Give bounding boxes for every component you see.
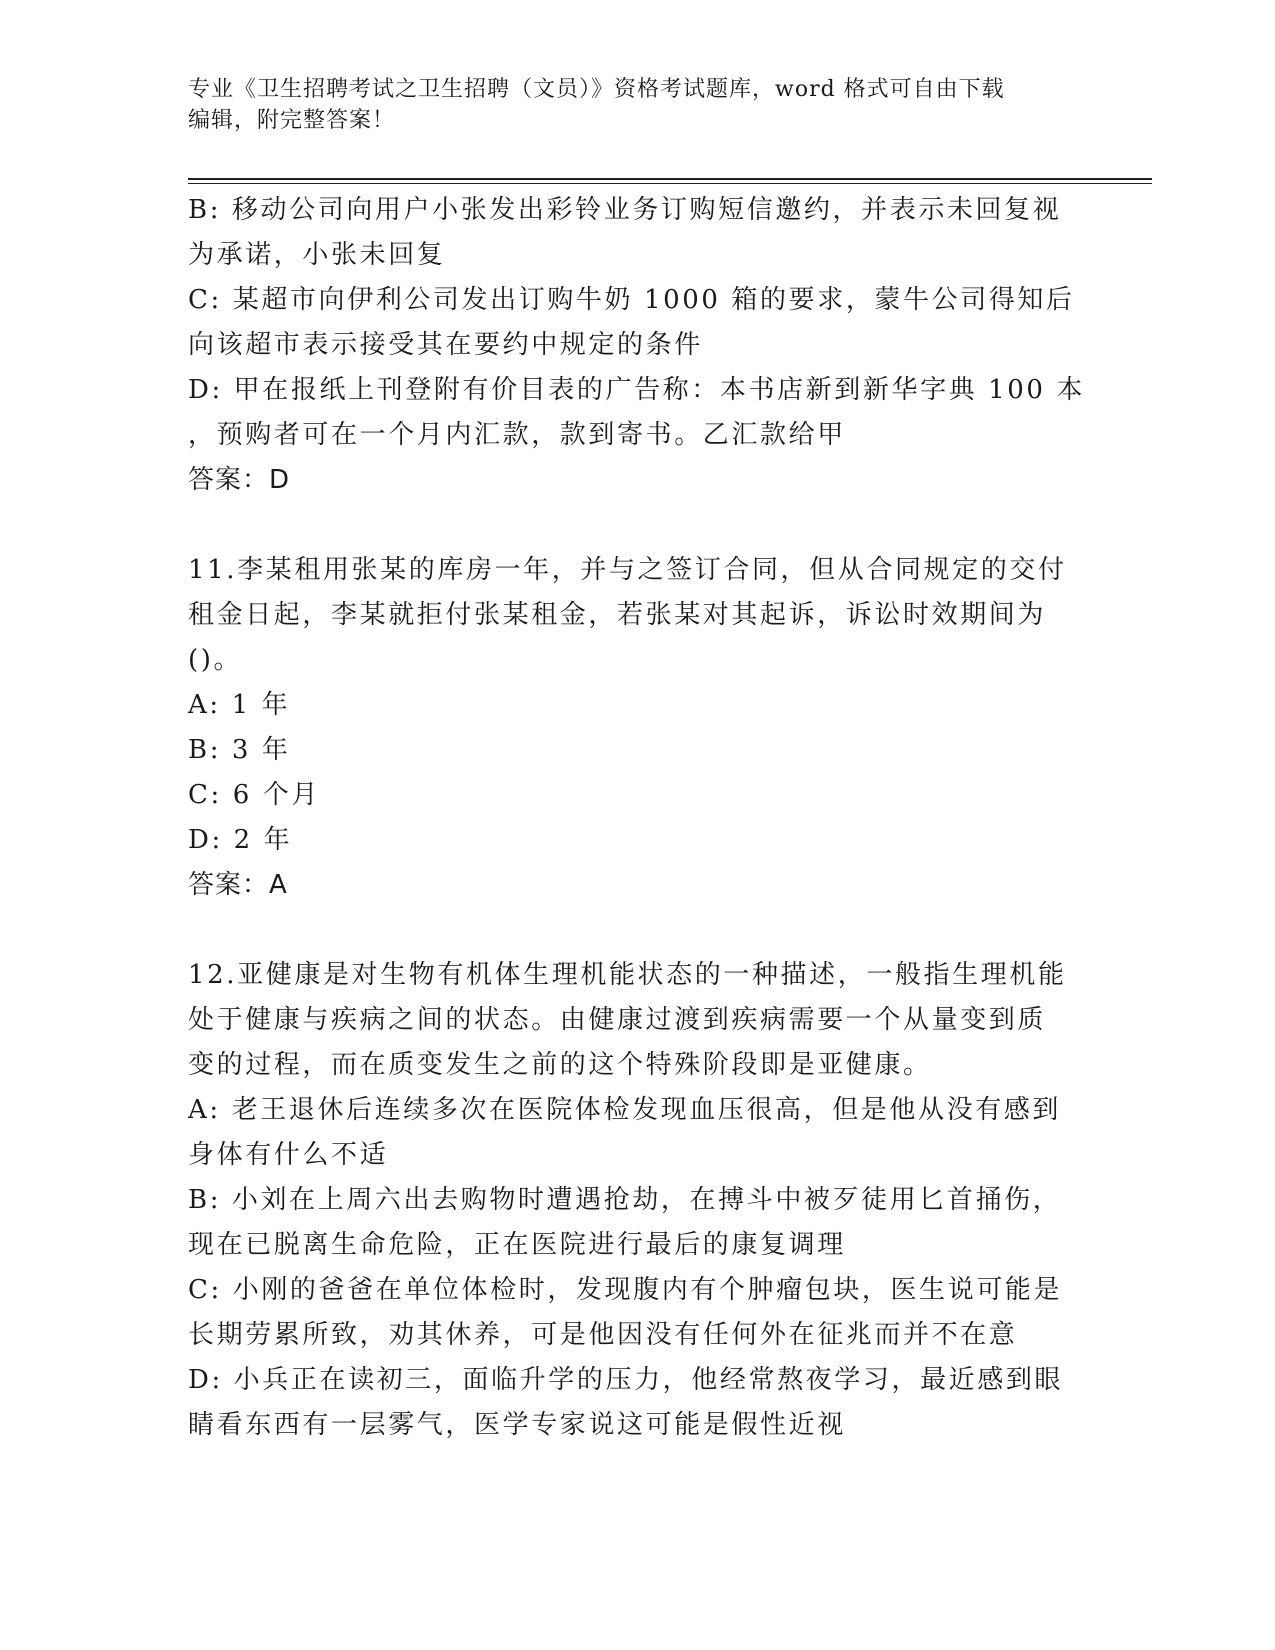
- q12-option-d-line-1: D: 小兵正在读初三，面临升学的压力，他经常熬夜学习，最近感到眼: [188, 1365, 1064, 1395]
- q12-stem-line-2: 处于健康与疾病之间的状态。由健康过渡到疾病需要一个从量变到质: [188, 1005, 1047, 1035]
- question-11-block: [188, 548, 1088, 908]
- question-12-block: [188, 953, 1088, 1448]
- page-header: [188, 74, 1088, 136]
- q10-option-c-line-2: 向该超市表示接受其在要约中规定的条件: [188, 330, 703, 360]
- q11-stem-line-3: ()。: [188, 645, 243, 675]
- q11-option-a: A: 1 年: [188, 690, 291, 720]
- q12-option-b-line-1: B: 小刘在上周六出去购物时遭遇抢劫，在搏斗中被歹徒用匕首捅伤，: [188, 1185, 1062, 1215]
- header-line-1: 专业《卫生招聘考试之卫生招聘（文员）》资格考试题库，word 格式可自由下载: [188, 77, 1005, 102]
- q12-option-c-line-1: C: 小刚的爸爸在单位体检时，发现腹内有个肿瘤包块，医生说可能是: [188, 1275, 1063, 1305]
- spacer: [188, 908, 1088, 953]
- q11-option-b: B: 3 年: [188, 735, 291, 765]
- question-content: [188, 188, 1088, 1448]
- header-rule-thin: [188, 183, 1152, 184]
- q12-option-c-line-2: 长期劳累所致，劝其休养，可是他因没有任何外在征兆而并不在意: [188, 1320, 1018, 1350]
- q11-stem-line-2: 租金日起，李某就拒付张某租金，若张某对其起诉，诉讼时效期间为: [188, 600, 1047, 630]
- header-rule-thick: [188, 178, 1152, 180]
- q10-option-c-line-1: C: 某超市向伊利公司发出订购牛奶 1000 箱的要求，蒙牛公司得知后: [188, 285, 1075, 315]
- q12-option-d-line-2: 睛看东西有一层雾气，医学专家说这可能是假性近视: [188, 1410, 846, 1440]
- q10-option-d-line-1: D: 甲在报纸上刊登附有价目表的广告称：本书店新到新华字典 100 本: [188, 375, 1086, 405]
- q10-option-b-line-2: 为承诺，小张未回复: [188, 240, 446, 270]
- q11-option-d: D: 2 年: [188, 825, 293, 855]
- q12-option-a-line-1: A: 老王退休后连续多次在医院体检发现血压很高，但是他从没有感到: [188, 1095, 1062, 1125]
- question-10-block: [188, 188, 1088, 503]
- q12-option-a-line-2: 身体有什么不适: [188, 1140, 389, 1170]
- q10-option-d-line-2: ，预购者可在一个月内汇款，款到寄书。乙汇款给甲: [188, 420, 846, 450]
- q12-option-b-line-2: 现在已脱离生命危险，正在医院进行最后的康复调理: [188, 1230, 846, 1260]
- q12-stem-line-1: 12.亚健康是对生物有机体生理机能状态的一种描述，一般指生理机能: [188, 960, 1067, 990]
- q11-answer: 答案：A: [188, 870, 288, 900]
- spacer: [188, 503, 1088, 548]
- q11-stem-line-1: 11.李某租用张某的库房一年，并与之签订合同，但从合同规定的交付: [188, 555, 1067, 585]
- q12-stem-line-3: 变的过程，而在质变发生之前的这个特殊阶段即是亚健康。: [188, 1050, 932, 1080]
- q11-option-c: C: 6 个月: [188, 780, 320, 810]
- q10-option-b-line-1: B: 移动公司向用户小张发出彩铃业务订购短信邀约，并表示未回复视: [188, 195, 1062, 225]
- q10-answer: 答案：D: [188, 465, 291, 495]
- header-line-2: 编辑，附完整答案！: [188, 108, 396, 133]
